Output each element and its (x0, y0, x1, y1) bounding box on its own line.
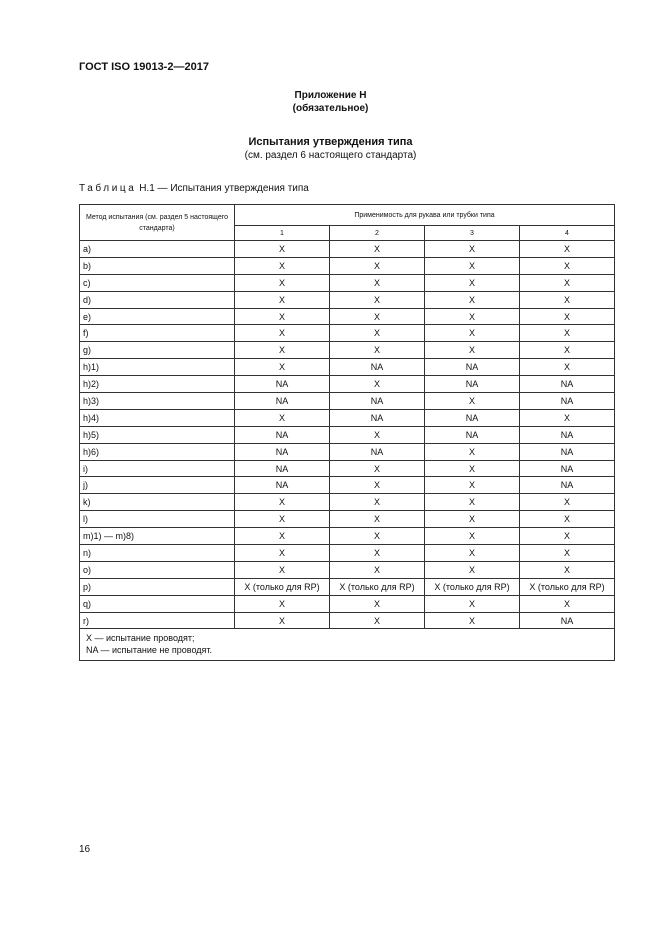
method-cell: e) (80, 308, 235, 325)
method-cell: n) (80, 545, 235, 562)
applicability-cell-type-2: X (330, 426, 425, 443)
type-header-2: 2 (330, 226, 425, 241)
section-subtitle: (см. раздел 6 настоящего стандарта) (244, 150, 417, 161)
annex-title: Приложение Н (294, 90, 367, 101)
applicability-cell-type-2: X (330, 257, 425, 274)
method-cell: h)3) (80, 393, 235, 410)
applicability-cell-type-1: X (только для RP) (235, 578, 330, 595)
type-header-3: 3 (425, 226, 520, 241)
applicability-cell-type-3: X (425, 494, 520, 511)
table-row (80, 612, 615, 629)
applicability-cell-type-2: X (330, 545, 425, 562)
applicability-cell-type-2: X (330, 241, 425, 258)
table-caption (79, 183, 309, 194)
applicability-cell-type-4: NA (520, 477, 615, 494)
applicability-cell-type-4: NA (520, 460, 615, 477)
applicability-cell-type-2: X (330, 494, 425, 511)
table-row (80, 393, 615, 410)
applicability-cell-type-4: NA (520, 426, 615, 443)
applicability-cell-type-4: X (520, 274, 615, 291)
applicability-cell-type-1: NA (235, 376, 330, 393)
method-cell: h)5) (80, 426, 235, 443)
method-cell: r) (80, 612, 235, 629)
annex-status: (обязательное) (292, 103, 369, 114)
applicability-cell-type-4: X (520, 325, 615, 342)
applicability-cell-type-4: NA (520, 443, 615, 460)
document-code: ГОСТ ISO 19013-2—2017 (79, 61, 209, 73)
method-cell: a) (80, 241, 235, 258)
applicability-cell-type-1: NA (235, 460, 330, 477)
applicability-cell-type-1: X (235, 274, 330, 291)
applicability-cell-type-1: X (235, 528, 330, 545)
applicability-cell-type-1: NA (235, 393, 330, 410)
applicability-cell-type-3: X (425, 460, 520, 477)
table-row (80, 477, 615, 494)
applicability-cell-type-3: X (425, 325, 520, 342)
applicability-cell-type-3: NA (425, 409, 520, 426)
applicability-cell-type-3: X (425, 511, 520, 528)
method-cell: o) (80, 561, 235, 578)
applicability-cell-type-1: X (235, 494, 330, 511)
applicability-cell-type-2: X (330, 528, 425, 545)
table-row (80, 342, 615, 359)
applicability-cell-type-4: X (520, 257, 615, 274)
applicability-cell-type-3: NA (425, 376, 520, 393)
applicability-cell-type-3: X (425, 545, 520, 562)
method-cell: h)1) (80, 359, 235, 376)
applicability-cell-type-4: NA (520, 612, 615, 629)
applicability-cell-type-2: X (330, 308, 425, 325)
table-row (80, 528, 615, 545)
applicability-cell-type-1: X (235, 409, 330, 426)
table-caption-text: Н.1 — Испытания утверждения типа (136, 183, 309, 194)
applicability-cell-type-2: X (только для RP) (330, 578, 425, 595)
applicability-cell-type-4: X (520, 342, 615, 359)
method-cell: g) (80, 342, 235, 359)
type-header-1: 1 (235, 226, 330, 241)
table-caption-label: Таблица (79, 183, 137, 194)
table-legend (80, 629, 615, 661)
table-row (80, 291, 615, 308)
applicability-cell-type-3: X (425, 241, 520, 258)
method-cell: j) (80, 477, 235, 494)
method-header: Метод испытания (см. раздел 5 настоящего стандарта) (80, 205, 235, 241)
applicability-cell-type-1: X (235, 545, 330, 562)
method-cell: p) (80, 578, 235, 595)
legend-line: NA — испытание не проводят. (86, 645, 213, 656)
applicability-cell-type-1: X (235, 342, 330, 359)
table-row (80, 460, 615, 477)
applicability-cell-type-2: NA (330, 443, 425, 460)
table-row (80, 443, 615, 460)
table-row (80, 376, 615, 393)
applicability-cell-type-2: X (330, 612, 425, 629)
method-cell: k) (80, 494, 235, 511)
applicability-cell-type-4: X (520, 494, 615, 511)
table-row (80, 325, 615, 342)
table-row (80, 595, 615, 612)
applicability-cell-type-3: X (425, 612, 520, 629)
applicability-cell-type-1: X (235, 291, 330, 308)
applicability-cell-type-2: X (330, 460, 425, 477)
applicability-cell-type-1: X (235, 241, 330, 258)
method-cell: l) (80, 511, 235, 528)
section-title: Испытания утверждения типа (248, 136, 413, 148)
applicability-cell-type-4: X (520, 241, 615, 258)
applicability-cell-type-1: X (235, 595, 330, 612)
applicability-cell-type-4: X (520, 561, 615, 578)
table-row (80, 426, 615, 443)
applicability-cell-type-4: NA (520, 376, 615, 393)
applicability-cell-type-4: X (520, 528, 615, 545)
method-cell: b) (80, 257, 235, 274)
table-row (80, 494, 615, 511)
applicability-cell-type-3: X (425, 595, 520, 612)
table-row (80, 561, 615, 578)
applicability-cell-type-3: X (425, 528, 520, 545)
method-cell: q) (80, 595, 235, 612)
applicability-cell-type-4: X (520, 409, 615, 426)
legend-line: X — испытание проводят; (86, 633, 195, 644)
applicability-cell-type-3: X (425, 393, 520, 410)
applicability-cell-type-2: X (330, 342, 425, 359)
applicability-cell-type-2: X (330, 561, 425, 578)
applicability-cell-type-2: NA (330, 409, 425, 426)
applicability-cell-type-4: NA (520, 393, 615, 410)
applicability-cell-type-3: X (425, 443, 520, 460)
table-row (80, 409, 615, 426)
method-cell: m)1) — m)8) (80, 528, 235, 545)
applicability-cell-type-1: X (235, 561, 330, 578)
applicability-cell-type-4: X (520, 545, 615, 562)
applicability-cell-type-1: X (235, 612, 330, 629)
method-cell: d) (80, 291, 235, 308)
applicability-cell-type-4: X (520, 359, 615, 376)
applicability-cell-type-4: X (520, 595, 615, 612)
table-row (80, 545, 615, 562)
applicability-cell-type-4: X (520, 291, 615, 308)
applicability-cell-type-4: X (520, 511, 615, 528)
applicability-header: Применимость для рукава или трубки типа (235, 205, 615, 226)
applicability-cell-type-3: X (425, 257, 520, 274)
method-cell: i) (80, 460, 235, 477)
applicability-cell-type-2: X (330, 291, 425, 308)
applicability-cell-type-1: X (235, 511, 330, 528)
method-cell: h)2) (80, 376, 235, 393)
applicability-cell-type-3: X (425, 274, 520, 291)
applicability-cell-type-3: X (только для RP) (425, 578, 520, 595)
applicability-cell-type-2: NA (330, 359, 425, 376)
applicability-cell-type-3: NA (425, 426, 520, 443)
table-row (80, 241, 615, 258)
applicability-cell-type-1: X (235, 308, 330, 325)
method-cell: h)4) (80, 409, 235, 426)
applicability-cell-type-2: NA (330, 393, 425, 410)
applicability-cell-type-2: X (330, 376, 425, 393)
applicability-cell-type-2: X (330, 595, 425, 612)
applicability-cell-type-4: X (520, 308, 615, 325)
method-cell: c) (80, 274, 235, 291)
applicability-cell-type-1: NA (235, 426, 330, 443)
type-approval-table (79, 204, 615, 661)
page-number: 16 (79, 844, 91, 855)
applicability-cell-type-1: X (235, 359, 330, 376)
table-row (80, 578, 615, 595)
method-cell: f) (80, 325, 235, 342)
applicability-cell-type-2: X (330, 477, 425, 494)
applicability-cell-type-2: X (330, 325, 425, 342)
applicability-cell-type-2: X (330, 511, 425, 528)
applicability-cell-type-3: NA (425, 359, 520, 376)
applicability-cell-type-2: X (330, 274, 425, 291)
table-row (80, 274, 615, 291)
table-row (80, 511, 615, 528)
table-body (80, 241, 615, 629)
applicability-cell-type-1: NA (235, 443, 330, 460)
type-header-4: 4 (520, 226, 615, 241)
table-row (80, 257, 615, 274)
table-row (80, 308, 615, 325)
applicability-cell-type-3: X (425, 342, 520, 359)
applicability-cell-type-1: NA (235, 477, 330, 494)
applicability-cell-type-3: X (425, 291, 520, 308)
method-cell: h)6) (80, 443, 235, 460)
table-row (80, 359, 615, 376)
applicability-cell-type-4: X (только для RP) (520, 578, 615, 595)
applicability-cell-type-1: X (235, 325, 330, 342)
applicability-cell-type-3: X (425, 308, 520, 325)
applicability-cell-type-3: X (425, 477, 520, 494)
applicability-cell-type-3: X (425, 561, 520, 578)
applicability-cell-type-1: X (235, 257, 330, 274)
